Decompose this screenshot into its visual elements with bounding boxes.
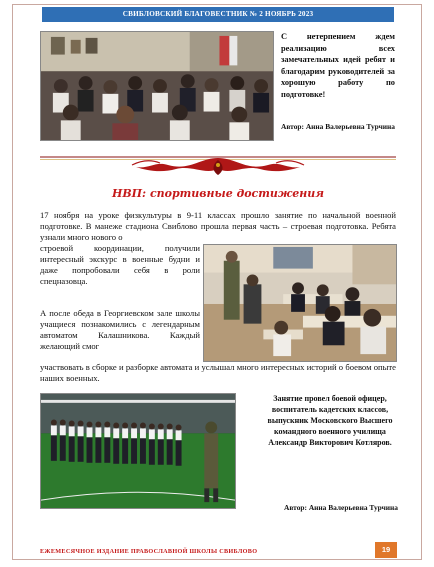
article-author: Автор: Анна Валерьевна Турчина <box>284 503 398 512</box>
photo-classroom-instructor <box>203 244 397 362</box>
intro-author: Автор: Анна Валерьевна Турчина <box>281 122 395 131</box>
section-title: НВП: спортивные достижения <box>111 187 325 200</box>
ornament-divider <box>40 151 396 177</box>
photo-students-hall <box>40 31 274 141</box>
article-paragraph-2: строевой координации, получили интересный экскурс в военные будни и даже попробовали себя в роли спецназовца. <box>40 243 200 286</box>
article-paragraph-3: А после обеда в Георгиевском зале школы учащиеся познакомились с легендарным автоматом Калашникова. Каждый желающий смог <box>40 308 200 351</box>
article-paragraph-1: 17 ноября на уроке физкультуры в 9-11 классах прошло занятие по начальной военной подготовке. В манеже стадиона Свиблово прошла первая часть – строевая подготовка. Ребята узнали много нового о <box>40 210 396 242</box>
intro-text: С нетерпением ждем реализацию всех замечательных идей ребят и благодарим руководителей за хорошую работу по подготовке! <box>281 32 395 99</box>
article-paragraph-4: участвовать в сборке и разборке автомата и услышал много интересных историй о боевом опыте наших военных. <box>40 362 396 383</box>
photo-sports-arena <box>40 393 236 509</box>
footer-text: ЕЖЕМЕСЯЧНОЕ ИЗДАНИЕ ПРАВОСЛАВНОЙ ШКОЛЫ СВИБЛОВО <box>40 548 258 555</box>
page-number-badge: 19 <box>375 542 397 558</box>
page-header: СВИБЛОВСКИЙ БЛАГОВЕСТНИК № 2 НОЯБРЬ 2023 <box>42 7 394 22</box>
photo-caption: Занятие провел боевой офицер, воспитатель кадетских классов, выпускник Московского Высшего командного военного училища Александр Викторович Котляров. <box>267 394 393 447</box>
